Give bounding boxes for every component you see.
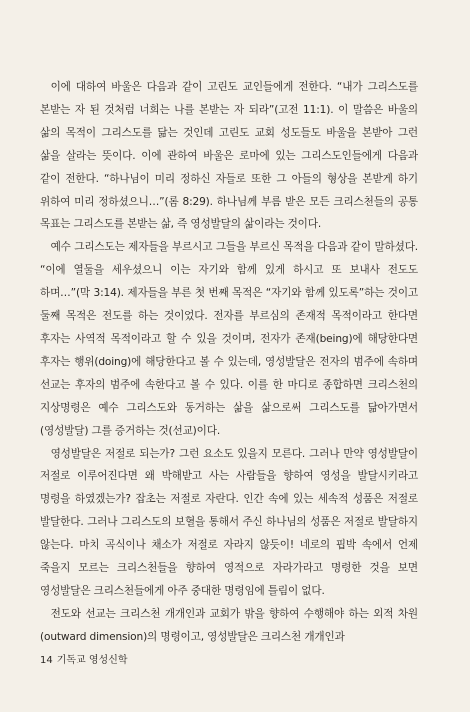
paragraph: 예수 그리스도는 제자들을 부르시고 그들을 부르신 목적을 다음과 같이 말하셨다. “이에 열둘을 세우셨으니 이는 자기와 함께 있게 하시고 또 보내사 전도도 하며…”(막 3:14). 제자들을 부른 첫 번째 목적은 “자기와 함께 있도록”하는 것이고 둘째 목적은 전도를 하는 것이었다. 전자를 부르심의 존재적 목적이라고 한다면 후자는 사역적 목적이라고 할 수 있을 것이며, 전자가 존재(being)에 해당한다면 후자는 행위(doing)에 해당한다고 볼 수 있는데, 영성발달은 전자의 범주에 속하며 선교는 후자의 범주에 속한다고 볼 수 있다. 이를 한 마디로 종합하면 크리스천의 지상명령은 예수 그리스도와 동거하는 삶을 삶으로써 그리스도를 닮아가면서(영성발달) 그를 증거하는 것(선교)이다. (40, 241, 418, 437)
paragraph: 이에 대하여 바울은 다음과 같이 고린도 교인들에게 전한다. “내가 그리스도를 본받는 자 된 것처럼 너희는 나를 본받는 자 되라”(고전 11:1). 이 말씀은 바울의 삶의 목적이 그리스도를 닮는 것인데 고린도 교회 성도들도 바울을 본받아 그런 삶을 살라는 뜻이다. 이에 관하여 바울은 로마에 있는 그리스도인들에게 다음과 같이 전한다. “하나님이 미리 정하신 자들로 또한 그 아들의 형상을 본받게 하기 위하여 미리 정하셨으니…”(롬 8:29). 하나님께 부름 받은 모든 크리스천들의 공통 목표는 그리스도를 본받는 삶, 즉 영성발달의 삶이라는 것이다. (40, 81, 418, 231)
paragraph: 영성발달은 저절로 되는가? 그런 요소도 있을지 모른다. 그러나 만약 영성발달이 저절로 이루어진다면 왜 박해받고 사는 사람들을 향하여 영성을 발달시키라고 명령을 하였겠는가? 잡초는 저절로 자란다. 인간 속에 있는 세속적 성품은 저절로 발달한다. 그러나 그리스도의 보혈을 통해서 주신 하나님의 성품은 저절로 발달하지 않는다. 마치 곡식이나 채소가 저절로 자라지 않듯이! 네로의 핍박 속에서 언제 죽을지 모르는 크리스천들을 향하여 영적으로 자라가라고 명령한 것을 보면 영성발달은 크리스천들에게 아주 중대한 명령임에 틀림이 없다. (40, 447, 418, 597)
body-text (40, 76, 418, 649)
running-title: 기독교 영성신학 (56, 655, 128, 666)
page-number: 14 (40, 655, 53, 666)
page-footer (40, 654, 128, 668)
paragraph: 전도와 선교는 크리스천 개개인과 교회가 밖을 향하여 수행해야 하는 외적 차원(outward dimension)의 명령이고, 영성발달은 크리스천 개개인과 (40, 607, 418, 643)
